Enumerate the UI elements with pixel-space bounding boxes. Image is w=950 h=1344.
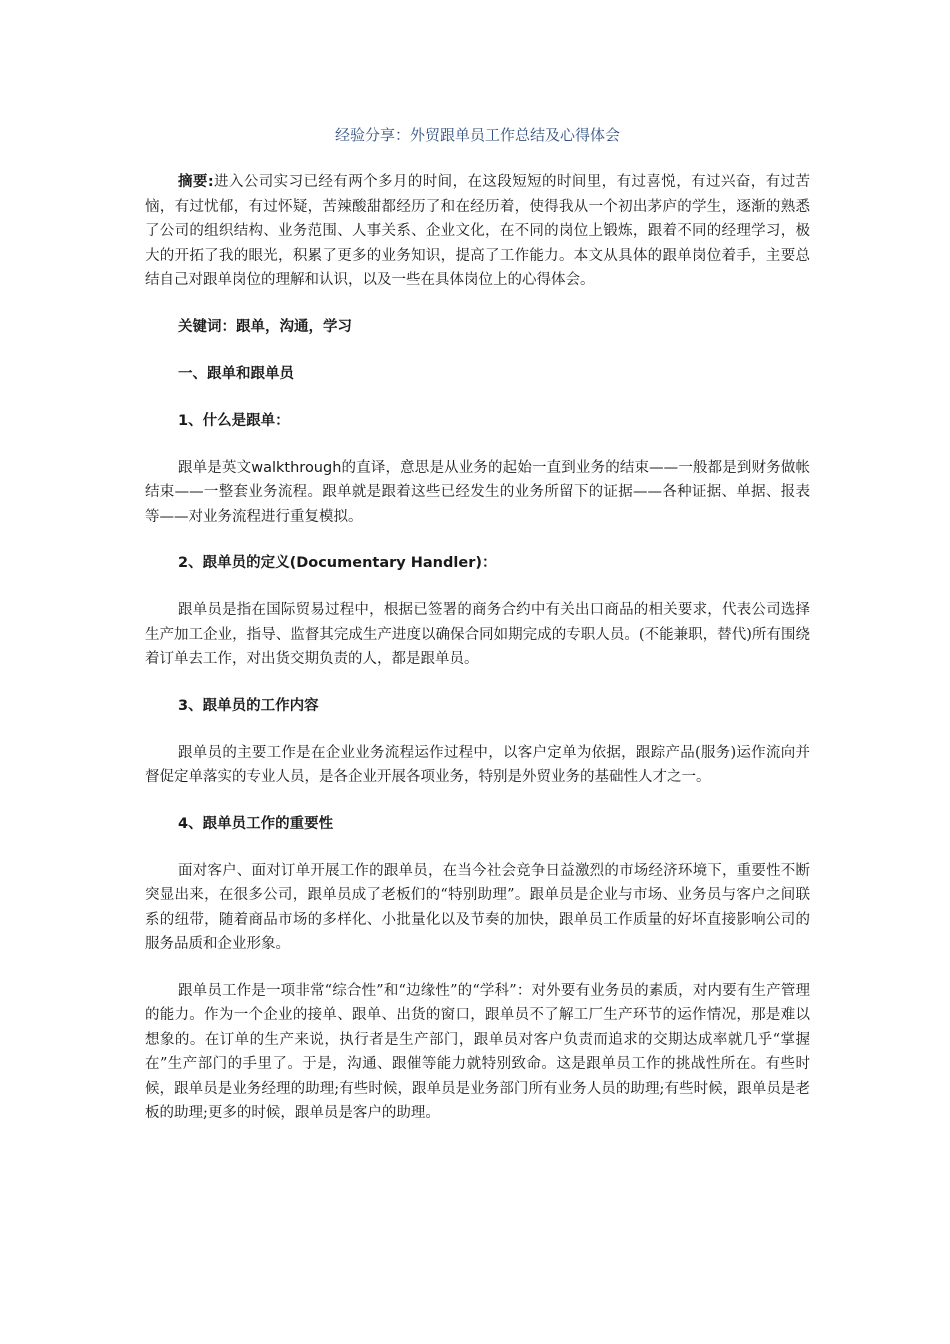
sub1-paragraph (145, 456, 810, 530)
sub1-text-en: walkthrough (251, 459, 342, 476)
sub3-paragraph: 跟单员的主要工作是在企业业务流程运作过程中，以客户定单为依据，跟踪产品(服务)运作流向并督促定单落实的专业人员，是各企业开展各项业务，特别是外贸业务的基础性人才之一。 (145, 744, 810, 785)
sub1-heading: 1、什么是跟单： (178, 412, 290, 429)
abstract-paragraph (145, 170, 810, 293)
abstract-label: 摘要: (178, 174, 214, 190)
sub1-text-b: 的直译，意思是从业务的起始一直到业务的结束——一般都是到财务做帐结束——一整套业务流程。跟单就是跟着这些已经发生的业务所留下的证据——各种证据、单据、报表等——对业务流程进行重复模拟。 (145, 459, 811, 525)
sub3-heading: 3、跟单员的工作内容 (178, 697, 319, 714)
sub2-heading: 2、跟单员的定义(Documentary Handler)： (178, 555, 497, 571)
sub2-paragraph: 跟单员是指在国际贸易过程中，根据已签署的商务合约中有关出口商品的相关要求，代表公司选择生产加工企业，指导、监督其完成生产进度以确保合同如期完成的专职人员。(不能兼职，替代)所有围绕着订单去工作，对出货交期负责的人，都是跟单员。 (145, 602, 810, 667)
sub1-text-a: 跟单是英文 (178, 459, 252, 476)
abstract-text: 进入公司实习已经有两个多月的时间，在这段短短的时间里，有过喜悦，有过兴奋，有过苦恼，有过忧郁，有过怀疑，苦辣酸甜都经历了和在经历着，使得我从一个初出茅庐的学生，逐渐的熟悉了公司的组织结构、业务范围、人事关系、企业文化，在不同的岗位上锻炼，跟着不同的经理学习，极大的开拓了我的眼光，积累了更多的业务知识，提高了工作能力。本文从具体的跟单岗位着手，主要总结自己对跟单岗位的理解和认识，以及一些在具体岗位上的心得体会。 (145, 174, 810, 288)
document-page (145, 122, 810, 1148)
keywords-line: 关键词：跟单，沟通，学习 (178, 318, 352, 335)
section1-heading: 一、跟单和跟单员 (178, 365, 294, 382)
sub4-heading: 4、跟单员工作的重要性 (178, 815, 334, 832)
sub4-paragraph-1: 面对客户、面对订单开展工作的跟单员，在当今社会竞争日益激烈的市场经济环境下，重要性不断突显出来，在很多公司，跟单员成了老板们的“特别助理”。跟单员是企业与市场、业务员与客户之间联系的纽带，随着商品市场的多样化、小批量化以及节奏的加快，跟单员工作质量的好坏直接影响公司的服务品质和企业形象。 (145, 862, 810, 952)
document-title: 经验分享：外贸跟单员工作总结及心得体会 (334, 126, 620, 144)
sub4-paragraph-2: 跟单员工作是一项非常“综合性”和“边缘性”的“学科”：对外要有业务员的素质，对内要有生产管理的能力。作为一个企业的接单、跟单、出货的窗口，跟单员不了解工厂生产环节的运作情况，那是难以想象的。在订单的生产来说，执行者是生产部门，跟单员对客户负责而追求的交期达成率就几乎“掌握在”生产部门的手里了。于是，沟通、跟催等能力就特别致命。这是跟单员工作的挑战性所在。有些时候，跟单员是业务经理的助理;有些时候，跟单员是业务部门所有业务人员的助理;有些时候，跟单员是老板的助理;更多的时候，跟单员是客户的助理。 (145, 982, 810, 1121)
